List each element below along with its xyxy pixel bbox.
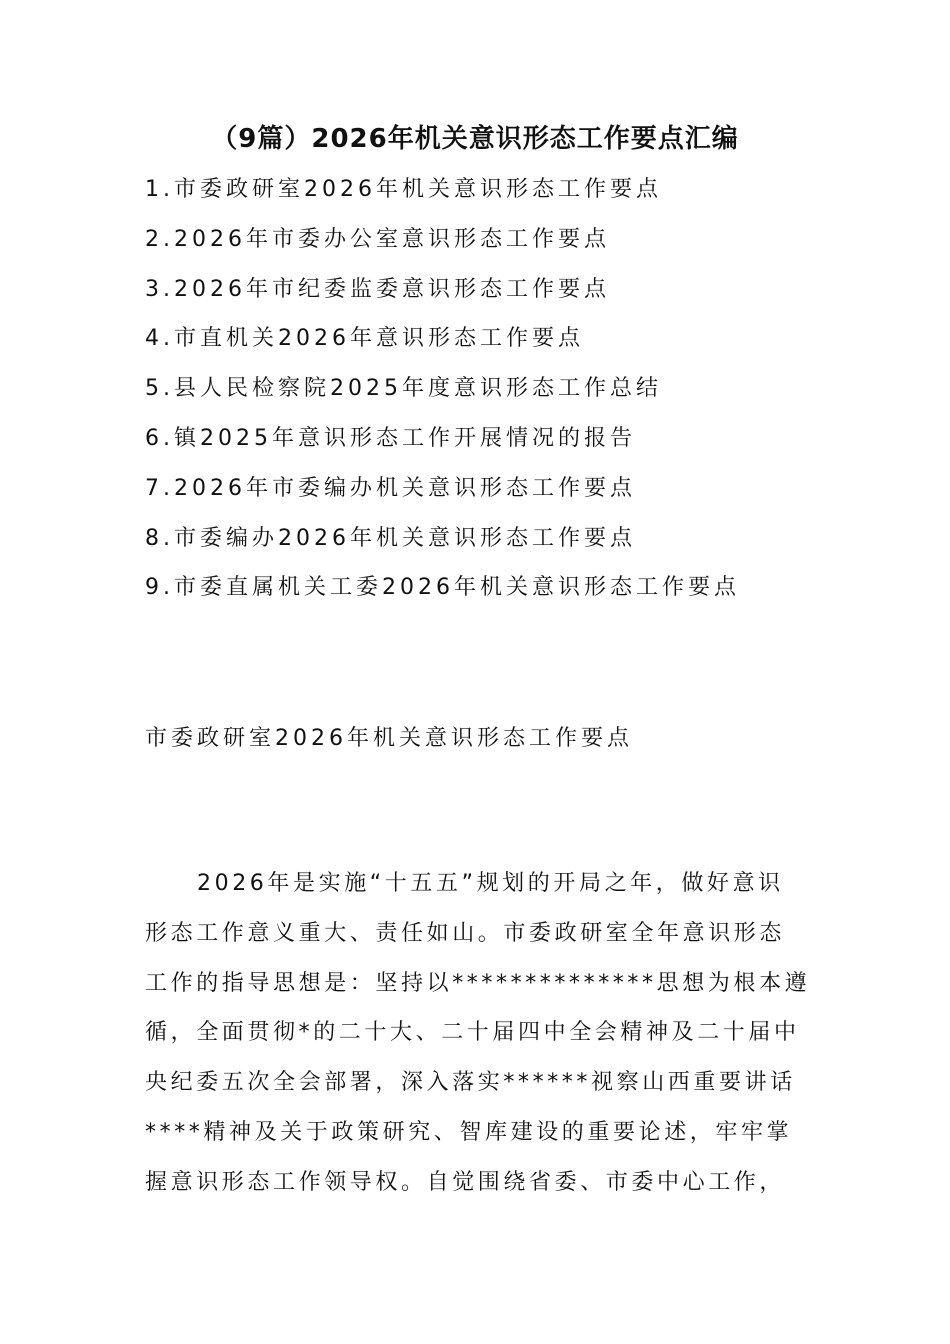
toc-item: 5.县人民检察院2025年度意识形态工作总结 (145, 376, 662, 402)
toc-item: 4.市直机关2026年意识形态工作要点 (145, 326, 584, 352)
paragraph-line: 形态工作意义重大、责任如山。市委政研室全年意识形态 (145, 920, 786, 946)
document-title: （9篇）2026年机关意识形态工作要点汇编 (211, 124, 739, 154)
toc-item: 7.2026年市委编办机关意识形态工作要点 (145, 475, 636, 501)
paragraph-line: 工作的指导思想是：坚持以**************思想为根本遵 (145, 970, 811, 996)
toc-item: 6.镇2025年意识形态工作开展情况的报告 (145, 425, 636, 451)
toc-item: 2.2026年市委办公室意识形态工作要点 (145, 226, 610, 252)
toc-item: 3.2026年市纪委监委意识形态工作要点 (145, 276, 610, 302)
toc-item: 1.市委政研室2026年机关意识形态工作要点 (145, 177, 662, 202)
section-heading: 市委政研室2026年机关意识形态工作要点 (145, 726, 633, 751)
paragraph-line: 握意识形态工作领导权。自觉围绕省委、市委中心工作， (145, 1169, 786, 1195)
toc-item: 9.市委直属机关工委2026年机关意识形态工作要点 (145, 575, 740, 601)
table-of-contents (145, 172, 740, 620)
paragraph-line: 2026年是实施“十五五”规划的开局之年，做好意识 (197, 871, 784, 896)
paragraph-line: 央纪委五次全会部署，深入落实******视察山西重要讲话 (145, 1070, 796, 1096)
toc-item: 8.市委编办2026年机关意识形态工作要点 (145, 525, 636, 551)
body-paragraph (145, 866, 811, 1215)
paragraph-line: ****精神及关于政策研究、智库建设的重要论述，牢牢掌 (145, 1119, 793, 1145)
paragraph-line: 循，全面贯彻*的二十大、二十届四中全会精神及二十届中 (145, 1020, 800, 1046)
